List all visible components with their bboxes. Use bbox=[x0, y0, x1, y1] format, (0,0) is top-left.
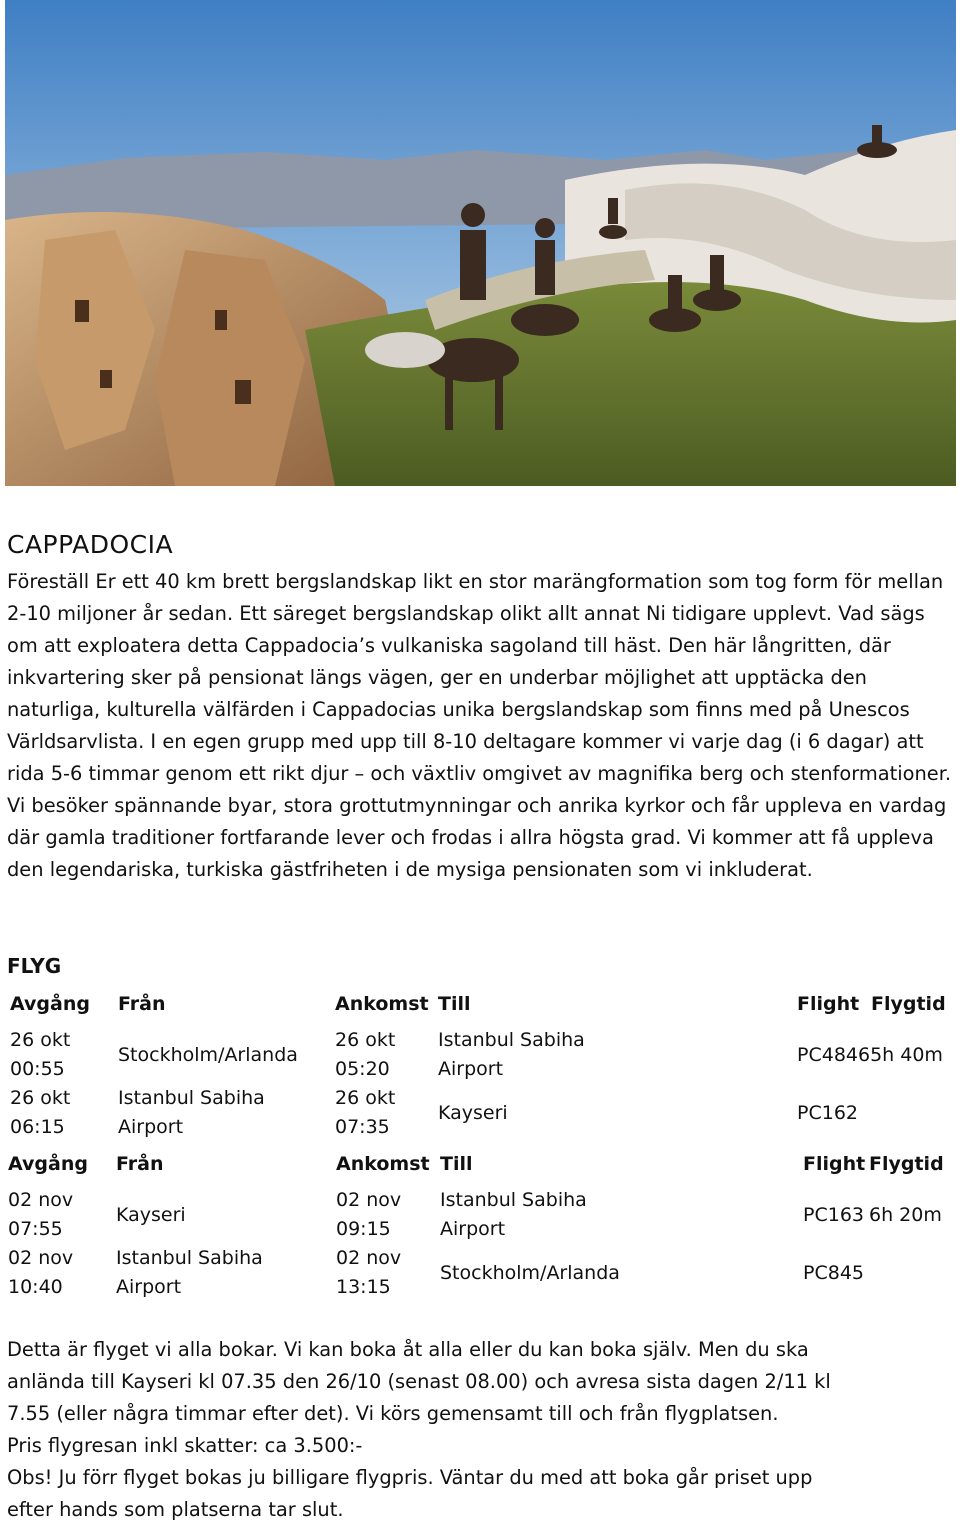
flight-heading: FLYG bbox=[7, 954, 62, 978]
landscape-photo-icon bbox=[5, 0, 956, 486]
from-airport-line1: Istanbul Sabiha bbox=[118, 1087, 265, 1109]
to-airport: Stockholm/Arlanda bbox=[440, 1262, 620, 1284]
header-arrival: Ankomst bbox=[336, 1153, 430, 1175]
page-title: CAPPADOCIA bbox=[7, 530, 174, 559]
arr-time: 09:15 bbox=[336, 1218, 391, 1240]
header-duration: Flygtid bbox=[869, 1153, 944, 1175]
booking-notes bbox=[7, 1334, 952, 1526]
arr-date: 26 okt bbox=[335, 1029, 396, 1051]
dep-time: 10:40 bbox=[8, 1276, 63, 1298]
flight-number: PC162 bbox=[797, 1102, 858, 1124]
header-from: Från bbox=[118, 993, 166, 1015]
from-airport: Stockholm/Arlanda bbox=[118, 1044, 298, 1066]
dep-date: 26 okt bbox=[10, 1087, 71, 1109]
to-airport: Kayseri bbox=[438, 1102, 508, 1124]
flight-and-duration: PC48465h 40m bbox=[797, 1044, 943, 1066]
note-line: 7.55 (eller några timmar efter det). Vi körs gemensamt till och från flygplatsen. bbox=[7, 1402, 779, 1425]
flight-duration: 6h 20m bbox=[869, 1204, 942, 1226]
header-arrival: Ankomst bbox=[335, 993, 429, 1015]
note-line: Obs! Ju förr flyget bokas ju billigare flygpris. Väntar du med att boka går priset upp bbox=[7, 1466, 813, 1489]
intro-paragraph: Föreställ Er ett 40 km brett bergslandskap likt en stor marängformation som tog form för mellan 2-10 miljoner år sedan. Ett säreget bergslandskap olikt allt annat Ni tidigare upplevt. Vad sägs om att exploatera detta Cappadocia’s vulkaniska sagoland till häst. Den här långritten, där inkvartering sker på pensionat längs vägen, ger en underbar möjlighet att upptäcka den naturliga, kulturella välfärden i Cappadocias unika bergslandskap som finns med på Unescos Världsarvlista. I en egen grupp med upp till 8-10 deltagare kommer vi varje dag (i 6 dagar) att rida 5-6 timmar genom ett rikt djur – och växtliv omgivet av magnifika berg och stenformationer. Vi besöker spännande byar, stora grottutmynningar och anrika kyrkor och får uppleva en vardag där gamla traditioner fortfarande lever och frodas i allra högsta grad. Vi kommer att få uppleva den legendariska, turkiska gästfriheten i de mysiga pensionaten som vi inkluderat. bbox=[7, 570, 952, 881]
dep-date: 02 nov bbox=[8, 1247, 74, 1269]
header-to: Till bbox=[440, 1153, 473, 1175]
to-airport-line1: Istanbul Sabiha bbox=[438, 1029, 585, 1051]
arr-time: 07:35 bbox=[335, 1116, 390, 1138]
note-line: Detta är flyget vi alla bokar. Vi kan boka åt alla eller du kan boka själv. Men du ska bbox=[7, 1338, 809, 1361]
to-airport-line2: Airport bbox=[440, 1218, 506, 1240]
flight-number: PC163 bbox=[803, 1204, 864, 1226]
to-airport-line2: Airport bbox=[438, 1058, 504, 1080]
to-airport-line1: Istanbul Sabiha bbox=[440, 1189, 587, 1211]
note-line: efter hands som platserna tar slut. bbox=[7, 1498, 344, 1521]
arr-time: 13:15 bbox=[336, 1276, 391, 1298]
hero-photo bbox=[5, 0, 956, 486]
dep-time: 00:55 bbox=[10, 1058, 65, 1080]
note-line: anlända till Kayseri kl 07.35 den 26/10 (senast 08.00) och avresa sista dagen 2/11 kl bbox=[7, 1370, 831, 1393]
note-line: Pris flygresan inkl skatter: ca 3.500:- bbox=[7, 1434, 363, 1457]
arr-time: 05:20 bbox=[335, 1058, 390, 1080]
header-departure: Avgång bbox=[8, 1153, 88, 1175]
from-airport: Kayseri bbox=[116, 1204, 186, 1226]
dep-date: 02 nov bbox=[8, 1189, 74, 1211]
from-airport-line2: Airport bbox=[116, 1276, 182, 1298]
from-airport-line2: Airport bbox=[118, 1116, 184, 1138]
dep-time: 07:55 bbox=[8, 1218, 63, 1240]
dep-time: 06:15 bbox=[10, 1116, 65, 1138]
flight-number: PC845 bbox=[803, 1262, 864, 1284]
arr-date: 26 okt bbox=[335, 1087, 396, 1109]
header-to: Till bbox=[438, 993, 471, 1015]
header-from: Från bbox=[116, 1153, 164, 1175]
from-airport-line1: Istanbul Sabiha bbox=[116, 1247, 263, 1269]
header-duration: Flygtid bbox=[871, 993, 946, 1015]
arr-date: 02 nov bbox=[336, 1247, 402, 1269]
header-departure: Avgång bbox=[10, 993, 90, 1015]
header-flight: Flight bbox=[803, 1153, 866, 1175]
arr-date: 02 nov bbox=[336, 1189, 402, 1211]
header-flight: Flight bbox=[797, 993, 860, 1015]
dep-date: 26 okt bbox=[10, 1029, 71, 1051]
